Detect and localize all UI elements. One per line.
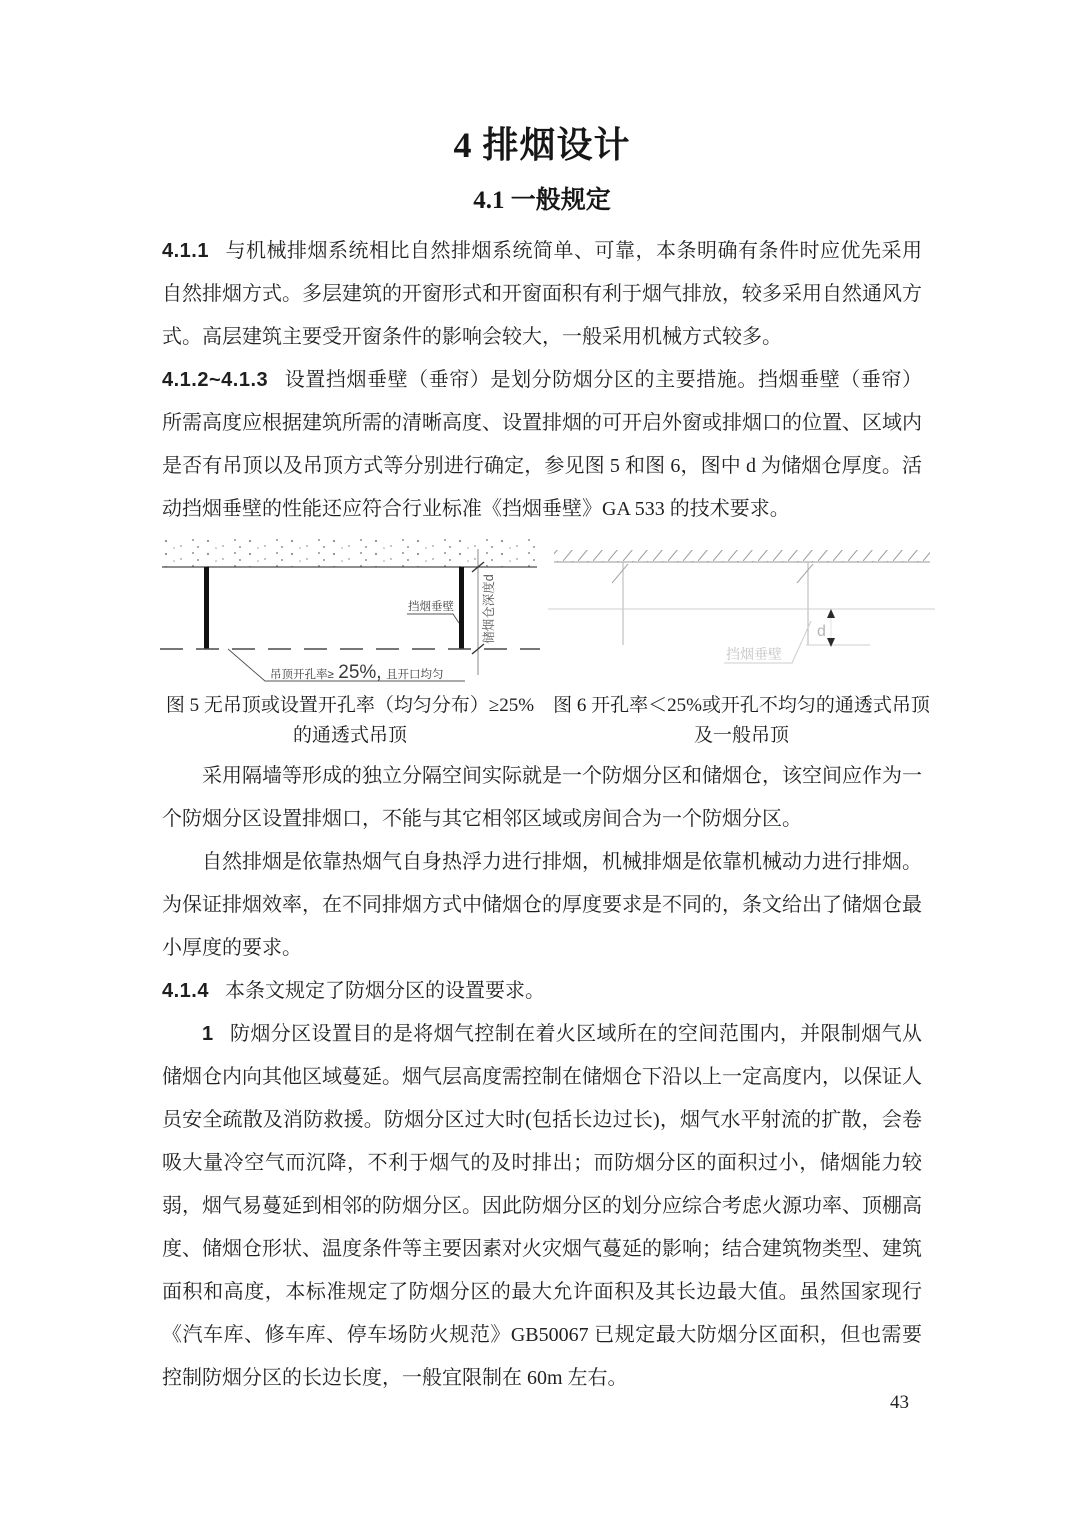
clause-number: 4.1.2~4.1.3 [162, 369, 269, 391]
paragraph-natural-exhaust [162, 841, 922, 970]
svg-text:吊顶开孔率≥ 25%, [270, 662, 444, 683]
figure-5-caption-line2: 的通透式吊顶 [292, 725, 407, 746]
page-title: 4 排烟设计 [453, 125, 631, 165]
figure-5 [160, 537, 540, 751]
clause-text: 与机械排烟系统相比自然排烟系统简单、可靠，本条明确有条件时应优先采用自然排烟方式。多层建筑的开窗形式和开窗面积有利于烟气排放，较多采用自然通风方式。高层建筑主要受开窗条件的影响会较大，一般采用机械方式较多。 [162, 240, 922, 348]
figure-5-diagram [160, 537, 540, 689]
smoke-curtain-callout [724, 621, 811, 663]
smoke-curtain-lines [612, 562, 813, 645]
smoke-curtain-label: 挡烟垂壁 [726, 646, 782, 662]
opening-ratio-suffix: 且开口均匀 [386, 669, 444, 681]
paragraph-4-1-2 [162, 359, 922, 531]
figure-6-caption-line2: 及一般吊顶 [693, 725, 789, 746]
smoke-curtain-callout [407, 599, 459, 623]
figure-6 [548, 537, 935, 751]
figure-5-caption [160, 691, 540, 751]
figure-5-caption-line1: 图 5 无吊顶或设置开孔率（均匀分布）≥25% [165, 695, 535, 716]
clause-text: 设置挡烟垂壁（垂帘）是划分防烟分区的主要措施。挡烟垂壁（垂帘）所需高度应根据建筑所需的清晰高度、设置排烟的可开启外窗或排烟口的位置、区域内是否有吊顶以及吊顶方式等分别进行确定，参见图 5 和图 6，图中 d 为储烟仓厚度。活动挡烟垂壁的性能还应符合行业标准《挡烟垂壁》GA 533 的技术要求。 [162, 369, 922, 520]
d-dimension [817, 609, 835, 647]
figure-6-caption-line1: 图 6 开孔率＜25%或开孔不均匀的通透式吊顶 [553, 695, 930, 716]
d-dimension-label: d [817, 623, 826, 640]
opening-ratio-callout [228, 649, 465, 683]
figure-6-caption [548, 691, 935, 751]
clause-number: 4.1.4 [162, 980, 209, 1002]
depth-label: 储烟仓深度d [482, 574, 496, 644]
page-number: 43 [890, 1392, 909, 1413]
opening-ratio-value: 25%, [338, 662, 382, 683]
ceiling-lines [548, 609, 935, 645]
paragraph-item-1 [162, 1013, 922, 1400]
paragraph-partition [162, 755, 922, 841]
opening-ratio-prefix: 吊顶开孔率≥ [270, 669, 334, 681]
body-text [162, 230, 930, 1400]
structural-slab [554, 550, 930, 562]
section-heading: 4.1 一般规定 [473, 187, 611, 214]
clause-number: 4.1.1 [162, 240, 209, 262]
clause-text: 本条文规定了防烟分区的设置要求。 [224, 980, 545, 1002]
clause-text: 自然排烟是依靠热烟气自身热浮力进行排烟，机械排烟是依靠机械动力进行排烟。为保证排烟效率，在不同排烟方式中储烟仓的厚度要求是不同的，条文给出了储烟仓最小厚度的要求。 [162, 851, 922, 959]
paragraph-4-1-4 [162, 970, 922, 1013]
figures-row [160, 537, 930, 751]
smoke-curtain-label: 挡烟垂壁 [408, 601, 454, 613]
clause-text: 采用隔墙等形成的独立分隔空间实际就是一个防烟分区和储烟仓，该空间应作为一个防烟分区设置排烟口，不能与其它相邻区域或房间合为一个防烟分区。 [162, 765, 922, 830]
clause-text: 防烟分区设置目的是将烟气控制在着火区域所在的空间范围内，并限制烟气从储烟仓内向其他区域蔓延。烟气层高度需控制在储烟仓下沿以上一定高度内，以保证人员安全疏散及消防救援。防烟分区过大时(包括长边过长)，烟气水平射流的扩散，会卷吸大量冷空气而沉降，不利于烟气的及时排出；而防烟分区的面积过小，储烟能力较弱，烟气易蔓延到相邻的防烟分区。因此防烟分区的划分应综合考虑火源功率、顶棚高度、储烟仓形状、温度条件等主要因素对火灾烟气蔓延的影响；结合建筑物类型、建筑面积和高度，本标准规定了防烟分区的最大允许面积及其长边最大值。虽然国家现行《汽车库、修车库、停车场防火规范》GB50067 已规定最大防烟分区面积，但也需要控制防烟分区的长边长度，一般宜限制在 60m 左右。 [162, 1023, 922, 1389]
figure-6-diagram [548, 537, 935, 689]
ceiling-slab [162, 539, 538, 567]
paragraph-4-1-1 [162, 230, 922, 359]
item-number: 1 [202, 1023, 214, 1045]
